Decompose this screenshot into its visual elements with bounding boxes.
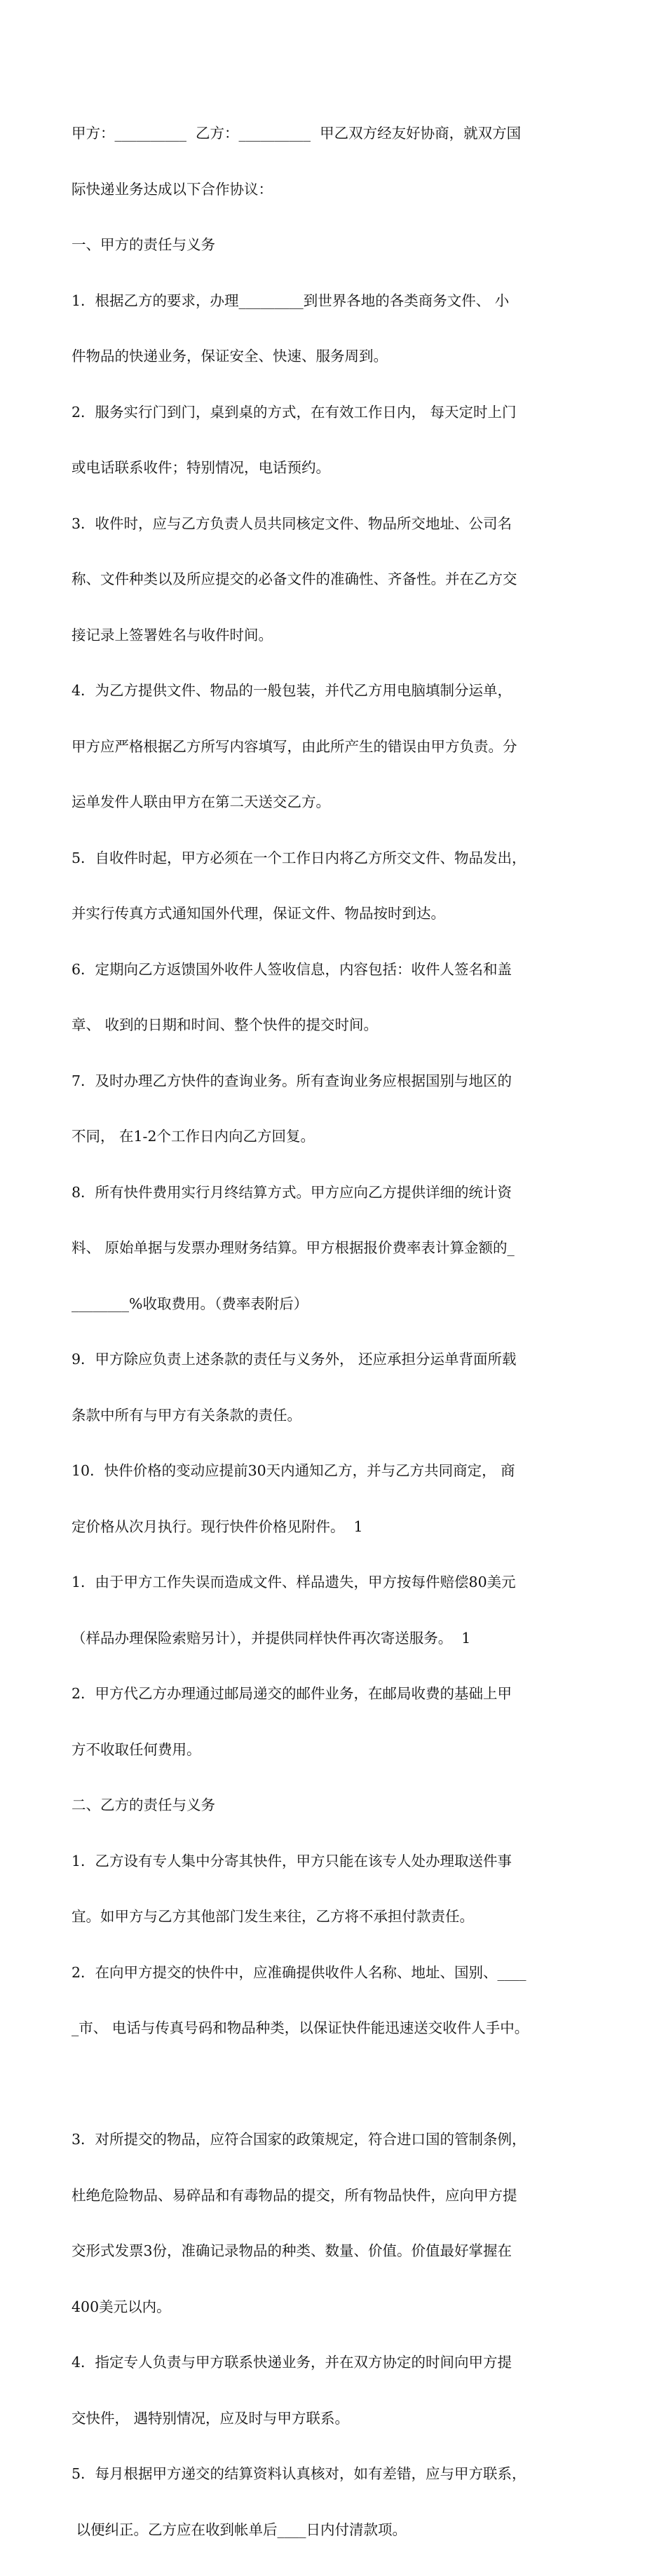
text-line: 接记录上签署姓名与收件时间。 bbox=[72, 626, 273, 643]
text-line: 400美元以内。 bbox=[72, 2298, 171, 2315]
text-line: 5．自收件时起，甲方必须在一个工作日内将乙方所交文件、物品发出， bbox=[72, 849, 526, 866]
text-line: 8．所有快件费用实行月终结算方式。甲方应向乙方提供详细的统计资 bbox=[72, 1183, 512, 1201]
blank-line bbox=[72, 2075, 604, 2094]
text-line: 并实行传真方式通知国外代理，保证文件、物品按时到达。 bbox=[72, 905, 445, 922]
document-body bbox=[72, 87, 604, 2576]
text-line: 3．收件时，应与乙方负责人员共同核定文件、物品所交地址、公司名 bbox=[72, 514, 512, 532]
text-line: 杜绝危险物品、易碎品和有毒物品的提交，所有物品快件，应向甲方提 bbox=[72, 2186, 517, 2204]
text-line: 运单发件人联由甲方在第二天送交乙方。 bbox=[72, 793, 330, 810]
text-line: 7．及时办理乙方快件的查询业务。所有查询业务应根据国别与地区的 bbox=[72, 1072, 512, 1089]
text-line: 10．快件价格的变动应提前30天内通知乙方，并与乙方共同商定， 商 bbox=[72, 1462, 515, 1479]
text-line: 方不收取任何费用。 bbox=[72, 1740, 201, 1758]
text-line: ________%收取费用。（费率表附后） bbox=[72, 1295, 308, 1312]
text-line: 条款中所有与甲方有关条款的责任。 bbox=[72, 1406, 301, 1424]
text-line: （样品办理保险索赔另计），并提供同样快件再次寄送服务。 1 bbox=[72, 1629, 471, 1647]
text-line: _市、 电话与传真号码和物品种类，以保证快件能迅速送交收件人手中。 bbox=[72, 2019, 529, 2036]
text-line: 料、 原始单据与发票办理财务结算。甲方根据报价费率表计算金额的_ bbox=[72, 1239, 515, 1256]
text-line: 2．服务实行门到门，桌到桌的方式，在有效工作日内， 每天定时上门 bbox=[72, 403, 517, 421]
text-line: 9．甲方除应负责上述条款的责任与义务外， 还应承担分运单背面所载 bbox=[72, 1351, 517, 1368]
text-line: 1．乙方设有专人集中分寄其快件，甲方只能在该专人处办理取送件事 bbox=[72, 1852, 512, 1869]
text-line: 或电话联系收件；特别情况，电话预约。 bbox=[72, 459, 330, 476]
text-line: 交形式发票3份，准确记录物品的种类、数量、价值。价值最好掌握在 bbox=[72, 2242, 512, 2259]
text-line: 2．甲方代乙方办理通过邮局递交的邮件业务，在邮局收费的基础上甲 bbox=[72, 1685, 512, 1702]
text-line: 不同， 在1-2个工作日内向乙方回复。 bbox=[72, 1128, 315, 1145]
text-line: 1．由于甲方工作失误而造成文件、样品遗失，甲方按每件赔偿80美元 bbox=[72, 1574, 516, 1590]
text-line: 1．根据乙方的要求，办理_________到世界各地的各类商务文件、 小 bbox=[72, 292, 510, 309]
section-heading: 一、甲方的责任与义务 bbox=[72, 236, 215, 253]
text-line: 4．指定专人负责与甲方联系快递业务，并在双方协定的时间向甲方提 bbox=[72, 2354, 512, 2371]
text-line: 甲方：__________ 乙方：__________ 甲乙双方经友好协商，就双方国 bbox=[72, 125, 522, 142]
text-line: 5．每月根据甲方递交的结算资料认真核对，如有差错，应与甲方联系， bbox=[72, 2465, 526, 2482]
text-line: 4．为乙方提供文件、物品的一般包装，并代乙方用电脑填制分运单， bbox=[72, 682, 512, 699]
text-line: 甲方应严格根据乙方所写内容填写，由此所产生的错误由甲方负责。分 bbox=[72, 737, 517, 755]
text-line: 2．在向甲方提交的快件中，应准确提供收件人名称、地址、国别、____ bbox=[72, 1963, 526, 1981]
text-line: 宜。如甲方与乙方其他部门发生来往，乙方将不承担付款责任。 bbox=[72, 1908, 474, 1925]
text-line: 交快件， 遇特别情况，应及时与甲方联系。 bbox=[72, 2409, 350, 2427]
text-line: 定价格从次月执行。现行快件价格见附件。 1 bbox=[72, 1518, 363, 1535]
text-line: 件物品的快递业务，保证安全、快速、服务周到。 bbox=[72, 348, 388, 364]
text-line: 际快递业务达成以下合作协议： bbox=[72, 180, 273, 198]
text-line: 以便纠正。乙方应在收到帐单后____日内付清款项。 bbox=[72, 2521, 407, 2538]
text-line: 章、 收到的日期和时间、整个快件的提交时间。 bbox=[72, 1016, 379, 1033]
text-line: 3．对所提交的物品，应符合国家的政策规定，符合进口国的管制条例， bbox=[72, 2131, 526, 2148]
text-line: 6．定期向乙方返馈国外收件人签收信息，内容包括：收件人签名和盖 bbox=[72, 960, 512, 978]
section-heading: 二、乙方的责任与义务 bbox=[72, 1797, 215, 1813]
text-line: 称、文件种类以及所应提交的必备文件的准确性、齐备性。并在乙方交 bbox=[72, 571, 517, 587]
